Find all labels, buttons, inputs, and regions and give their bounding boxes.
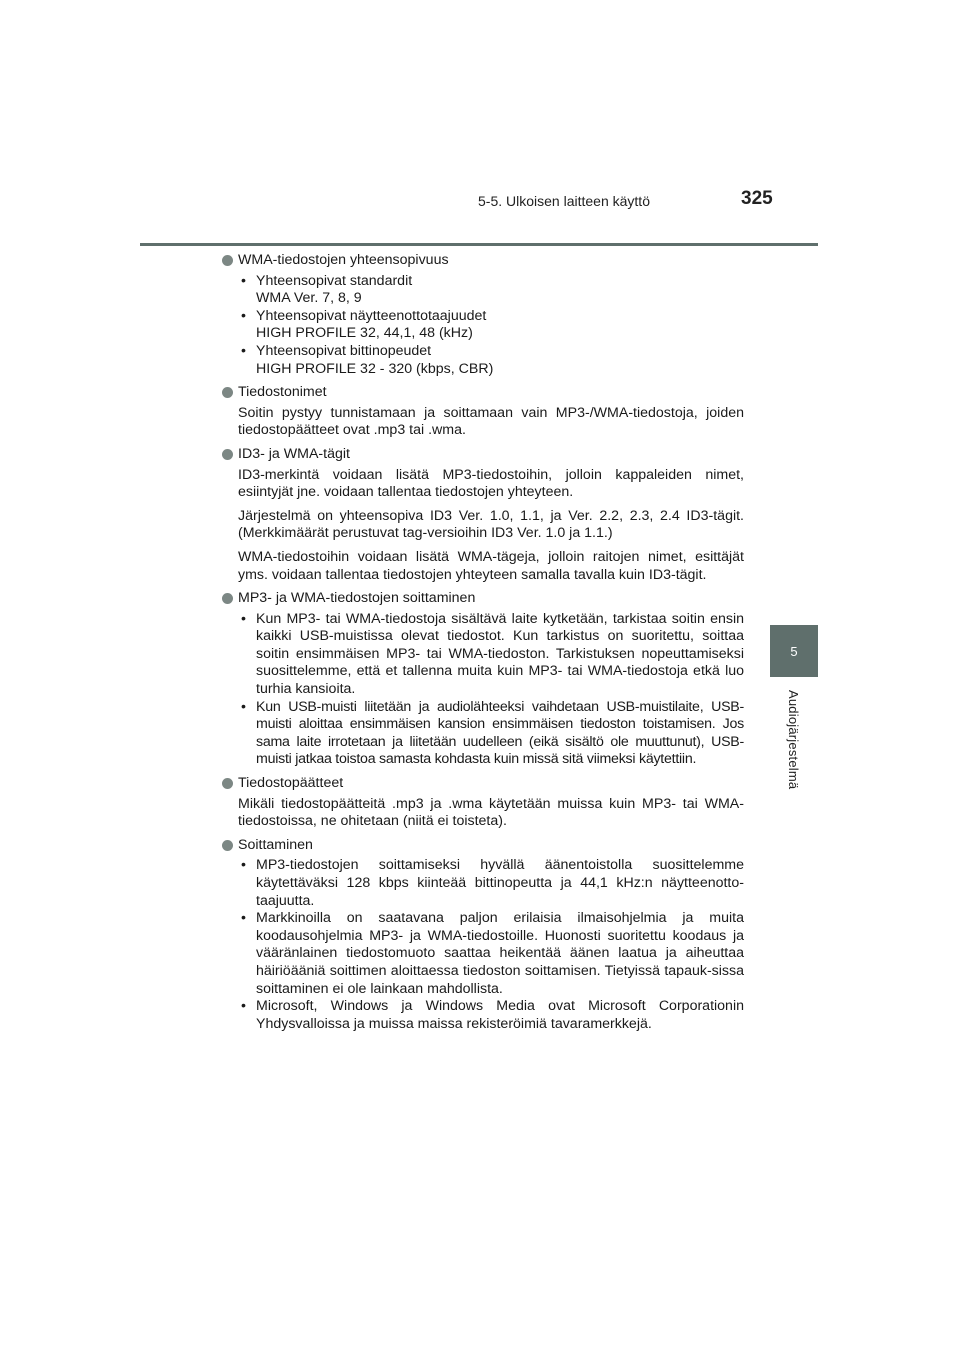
section-heading-text: Soittaminen [238, 836, 313, 853]
paragraph: Mikäli tiedostopäätteitä .mp3 ja .wma käytetään muissa kuin MP3- tai WMA-tiedostoissa, ne ohitetaan (niitä ei toisteta). [238, 795, 744, 830]
spec-value: WMA Ver. 7, 8, 9 [256, 290, 362, 307]
list-item [222, 857, 744, 910]
chapter-label: Audiojärjestelmä [786, 690, 801, 790]
section-heading [222, 775, 744, 793]
spec-title: Yhteensopivat standardit [256, 272, 413, 289]
bullet-dot-icon [222, 593, 233, 604]
spec-title: Yhteensopivat näytteenottotaajuudet [256, 307, 487, 324]
bullet-mark-icon: • [241, 307, 246, 324]
bullet-list [222, 857, 744, 1033]
paragraph: ID3-merkintä voidaan lisätä MP3-tiedostoihin, jolloin kappaleiden nimet, esiintyjät jne. voidaan tallentaa tiedostojen yhteyteen. [238, 466, 744, 501]
list-item-text: Kun MP3- tai WMA-tiedostoja sisältävä laite kytketään, tarkistaa soitin ensin kaikki USB-muistissa olevat tiedostot. Kun tarkistus on suoritettu, soittaa soitin ensimmäisen MP3- tai WMA-tiedoston. Tarkistuksen nopeuttamiseksi suosittelemme, että et tallenna muita kuin MP3- tai WMA-tiedostoja etkä luo turhia kansioita. [256, 610, 744, 698]
bullet-mark-icon: • [241, 998, 246, 1015]
bullet-mark-icon: • [241, 342, 246, 359]
page-number: 325 [741, 188, 773, 209]
list-item [222, 699, 744, 769]
list-item [222, 611, 744, 699]
header-section-title: 5-5. Ulkoisen laitteen käyttö [478, 193, 650, 209]
bullet-mark-icon: • [241, 857, 246, 874]
spec-value: HIGH PROFILE 32 - 320 (kbps, CBR) [256, 360, 494, 377]
bullet-dot-icon [222, 387, 233, 398]
bullet-dot-icon [222, 449, 233, 460]
section-heading-text: Tiedostopäätteet [238, 775, 344, 792]
chapter-number: 5 [790, 643, 798, 659]
section-heading-text: MP3- ja WMA-tiedostojen soittaminen [238, 590, 476, 607]
section-heading-text: ID3- ja WMA-tägit [238, 445, 350, 462]
list-item-text: Kun USB-muisti liitetään ja audiolähteeksi vaihdetaan USB-muistilaite, USB-muisti aloittaa ensimmäisen kansion ensimmäisen tiedoston toistamisen. Jos sama laite irrotetaan ja liitetään uudelleen (eikä sisältö ole muuttunut), USB-muisti jatkaa toistoa samasta kohdasta kuin missä sitä viimeksi käytettiin. [256, 698, 744, 768]
list-item-text: Markkinoilla on saatavana paljon erilaisia ilmaisohjelmia ja muita koodausohjelmia MP3- ja WMA-tiedostoille. Huonosti suoritettu koodaus ja vääränlainen tiedostomuoto saattaa heikentää äänen laatua ja aiheuttaa häiriöääniä soittimen aloittaessa tiedoston soittamisen. Tietyissä tapauk-sissa soittaminen ei ole lainkaan mahdollista. [256, 910, 744, 997]
spec-item [222, 343, 744, 378]
bullet-dot-icon [222, 255, 233, 266]
bullet-mark-icon: • [241, 910, 246, 927]
section-heading [222, 446, 744, 464]
bullet-dot-icon [222, 778, 233, 789]
section-heading [222, 384, 744, 402]
paragraph: Soitin pystyy tunnistamaan ja soittamaan vain MP3-/WMA-tiedostoja, joiden tiedostopäätteet ovat .mp3 tai .wma. [238, 404, 744, 439]
spec-list [222, 273, 744, 379]
bullet-list [222, 611, 744, 769]
spec-title: Yhteensopivat bittinopeudet [256, 342, 432, 359]
list-item-text: MP3-tiedostojen soittamiseksi hyvällä äänentoistolla suosittelemme käytettäväksi 128 kbps kiinteää bittinopeutta ja 44,1 kHz:n näytteenotto-taajuutta. [256, 857, 744, 909]
section-heading-text: Tiedostonimet [238, 384, 327, 401]
bullet-mark-icon: • [241, 272, 246, 289]
bullet-mark-icon: • [241, 698, 246, 715]
page-content [222, 252, 744, 1036]
header-divider [140, 243, 818, 246]
paragraph: Järjestelmä on yhteensopiva ID3 Ver. 1.0, 1.1, ja Ver. 2.2, 2.3, 2.4 ID3-tägit. (Merkkimäärät perustuvat tag-versioihin ID3 Ver. 1.0 ja 1.1.) [238, 507, 744, 542]
list-item [222, 910, 744, 998]
paragraph: WMA-tiedostoihin voidaan lisätä WMA-tägeja, jolloin raitojen nimet, esittäjät yms. voidaan tallentaa tiedostojen yhteyteen samalla tavalla kuin ID3-tägit. [238, 548, 744, 583]
spec-item [222, 273, 744, 308]
spec-value: HIGH PROFILE 32, 44,1, 48 (kHz) [256, 325, 473, 342]
bullet-mark-icon: • [241, 610, 246, 627]
list-item-text: Microsoft, Windows ja Windows Media ovat Microsoft Corporationin Yhdysvalloissa ja muissa maissa rekisteröimiä tavaramerkkejä. [256, 998, 744, 1032]
spec-item [222, 308, 744, 343]
section-heading [222, 837, 744, 855]
section-heading [222, 590, 744, 608]
section-heading [222, 252, 744, 270]
bullet-dot-icon [222, 840, 233, 851]
section-heading-text: WMA-tiedostojen yhteensopivuus [238, 252, 449, 268]
chapter-tab [770, 625, 818, 677]
list-item [222, 998, 744, 1033]
